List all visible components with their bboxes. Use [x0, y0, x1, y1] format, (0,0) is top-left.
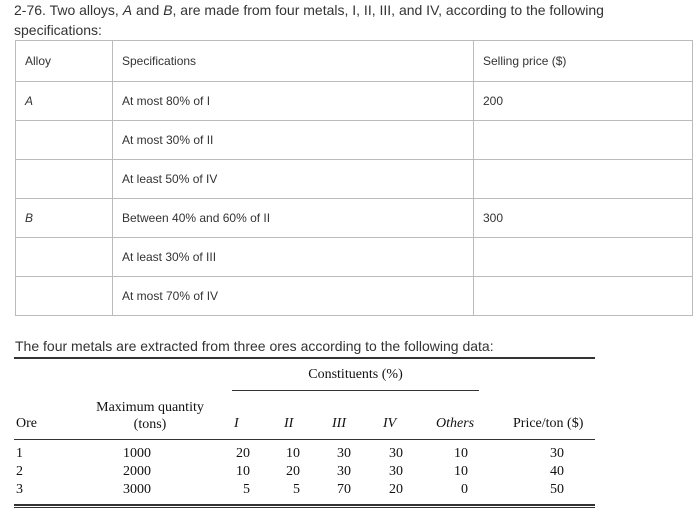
metal-iv-pct: 20 [389, 482, 403, 497]
metal-ii-pct: 20 [286, 464, 300, 479]
header-metal-ii: II [284, 416, 294, 431]
price-cell [474, 238, 693, 277]
alloy-cell [16, 121, 113, 160]
metal-iii-pct: 30 [337, 464, 351, 479]
others-pct: 10 [454, 464, 468, 479]
alloy-cell [16, 277, 113, 316]
alloy-cell: A [16, 82, 113, 121]
constituents-rule [232, 390, 479, 391]
ore-number: 3 [16, 482, 23, 497]
header-max-quantity-unit: (tons) [133, 417, 167, 432]
header-selling-price: Selling price ($) [474, 41, 693, 82]
ore-table [14, 357, 595, 507]
price-per-ton: 30 [550, 446, 564, 461]
table-rule [14, 504, 595, 506]
others-pct: 0 [461, 482, 468, 497]
spec-cell: At most 80% of I [113, 82, 474, 121]
price-cell: 300 [474, 199, 693, 238]
price-cell [474, 121, 693, 160]
table-rule [14, 357, 595, 359]
spec-row [16, 82, 693, 121]
metal-ii-pct: 10 [286, 446, 300, 461]
metal-i-pct: 5 [243, 482, 250, 497]
header-ore: Ore [16, 416, 37, 431]
problem-text-part: Two alloys, [49, 2, 119, 18]
alloy-cell: B [16, 199, 113, 238]
spec-cell: At least 30% of III [113, 238, 474, 277]
header-max-quantity-line: Maximum quantity [96, 400, 204, 415]
problem-statement [14, 0, 674, 40]
header-metal-iii: III [332, 416, 346, 431]
header-specifications: Specifications [113, 41, 474, 82]
metal-iv-pct: 30 [389, 464, 403, 479]
price-cell: 200 [474, 82, 693, 121]
metal-i-pct: 10 [236, 464, 250, 479]
spec-header-row [16, 41, 693, 82]
header-others: Others [436, 416, 475, 431]
max-quantity: 3000 [123, 482, 151, 497]
max-quantity: 2000 [123, 464, 151, 479]
spec-row [16, 277, 693, 316]
problem-text-part: and [135, 2, 160, 18]
spec-row [16, 199, 693, 238]
metal-iii-pct: 30 [337, 446, 351, 461]
price-cell [474, 160, 693, 199]
problem-text-part: , are made from four metals, I, II, III, and IV, according to the following specifications: [14, 2, 604, 38]
problem-number: 2-76. [14, 2, 46, 18]
spec-cell: At most 30% of II [113, 121, 474, 160]
table-rule [14, 507, 595, 508]
spec-cell: At most 70% of IV [113, 277, 474, 316]
metal-iv-pct: 30 [389, 446, 403, 461]
header-metal-i: I [234, 416, 239, 431]
spec-cell: At least 50% of IV [113, 160, 474, 199]
price-per-ton: 40 [550, 464, 564, 479]
alloy-a-label: A [122, 2, 133, 18]
ores-intro-text: The four metals are extracted from three ores according to the following data: [15, 338, 494, 354]
header-rule [14, 439, 595, 440]
alloy-cell [16, 160, 113, 199]
header-metal-iv: IV [383, 416, 397, 431]
constituents-header: Constituents (%) [308, 367, 403, 382]
spec-row [16, 121, 693, 160]
metal-i-pct: 20 [236, 446, 250, 461]
ore-number: 2 [16, 464, 23, 479]
others-pct: 10 [454, 446, 468, 461]
spec-row [16, 238, 693, 277]
alloy-b-label: B [163, 2, 173, 18]
spec-row [16, 160, 693, 199]
metal-iii-pct: 70 [337, 482, 351, 497]
price-per-ton: 50 [550, 482, 564, 497]
specifications-table [15, 40, 693, 316]
spec-cell: Between 40% and 60% of II [113, 199, 474, 238]
header-price-per-ton: Price/ton ($) [513, 416, 584, 431]
alloy-cell [16, 238, 113, 277]
ore-number: 1 [16, 446, 23, 461]
header-max-quantity [70, 399, 230, 433]
header-alloy: Alloy [16, 41, 113, 82]
max-quantity: 1000 [123, 446, 151, 461]
metal-ii-pct: 5 [293, 482, 300, 497]
price-cell [474, 277, 693, 316]
